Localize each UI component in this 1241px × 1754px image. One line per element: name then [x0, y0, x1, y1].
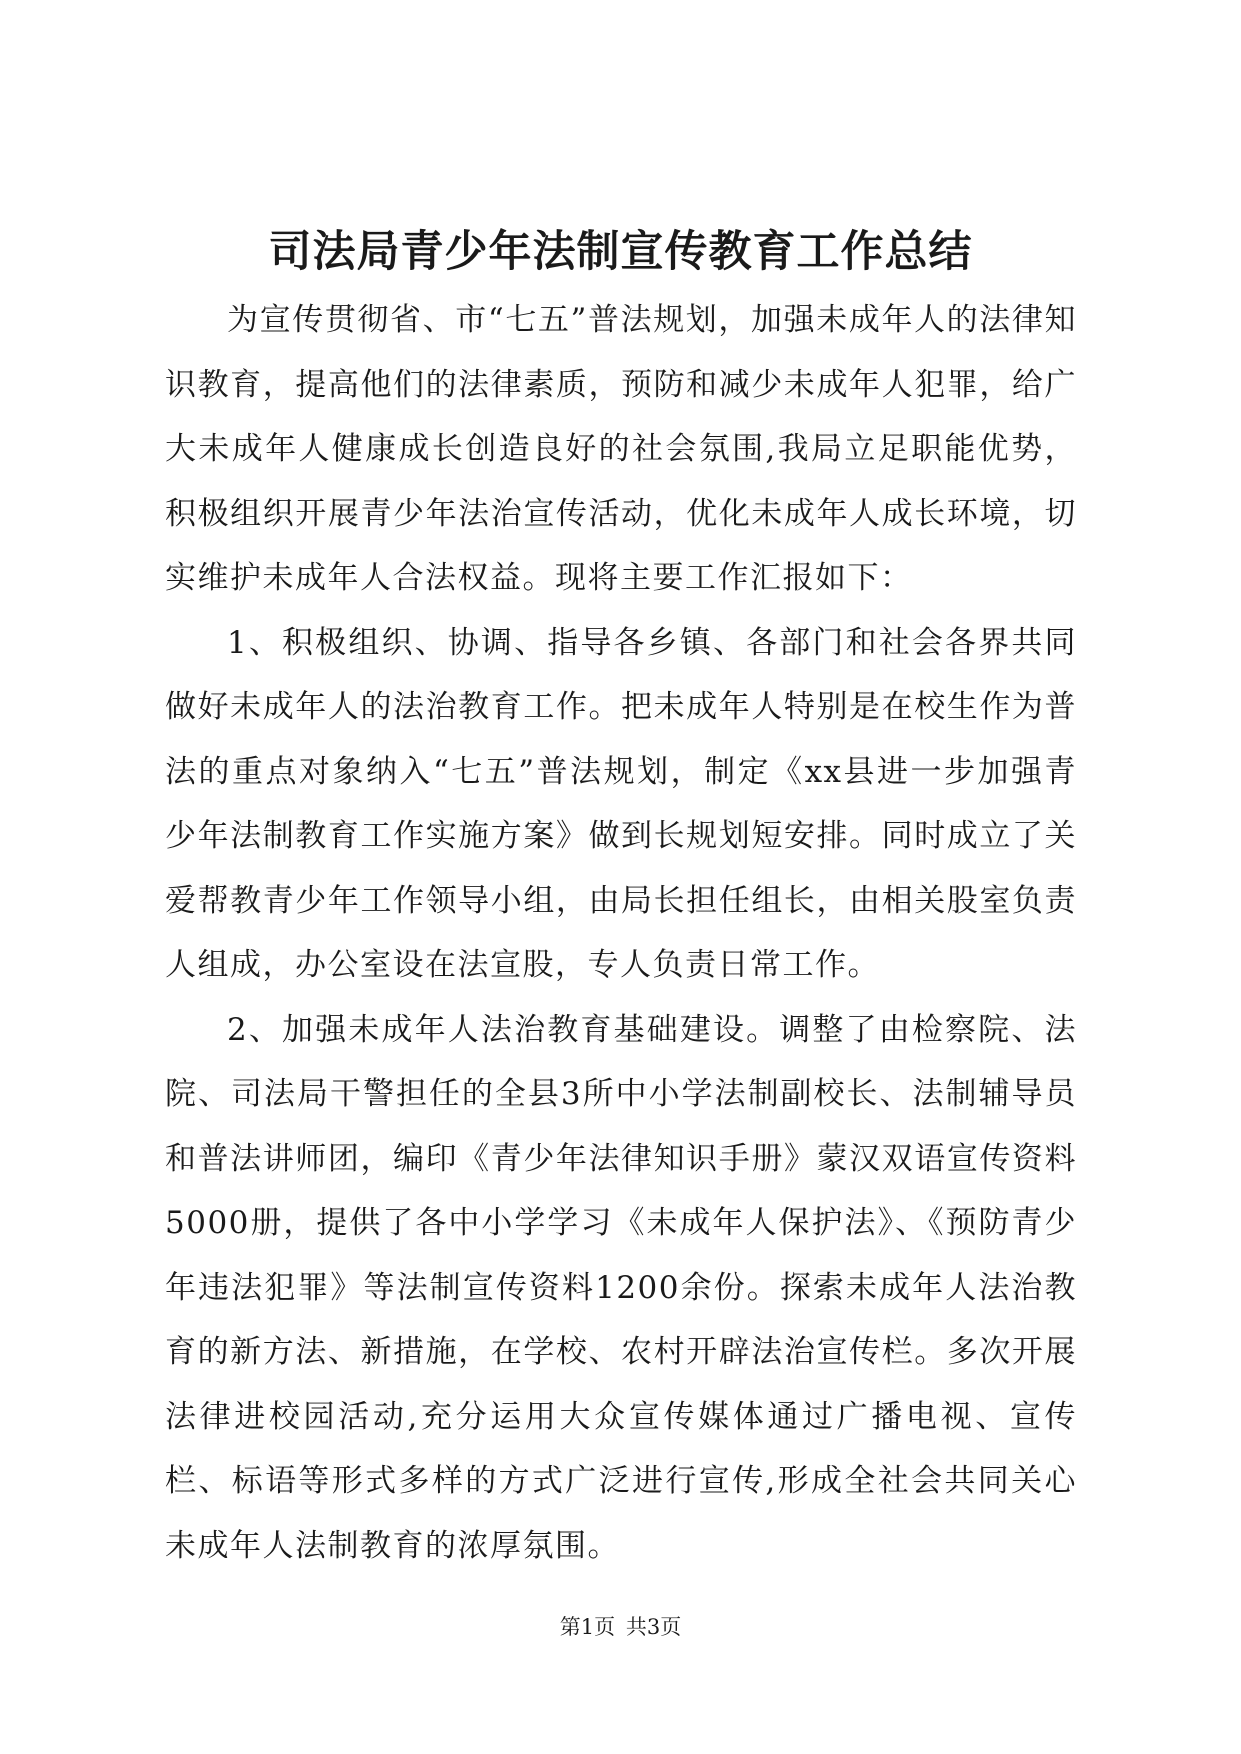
paragraph-item-2: 2、加强未成年人法治教育基础建设。调整了由检察院、法院、司法局干警担任的全县3所中小学法制副校长、法制辅导员和普法讲师团，编印《青少年法律知识手册》蒙汉双语宣传资料5000册，提供了各中小学学习《未成年人保护法》、《预防青少年违法犯罪》等法制宣传资料1200余份。探索未成年人法治教育的新方法、新措施，在学校、农村开辟法治宣传栏。多次开展法律进校园活动,充分运用大众宣传媒体通过广播电视、宣传栏、标语等形式多样的方式广泛进行宣传,形成全社会共同关心未成年人法制教育的浓厚氛围。 — [165, 1011, 1077, 1564]
page-number: 第1页 — [559, 1615, 616, 1639]
paragraph-item-1: 1、积极组织、协调、指导各乡镇、各部门和社会各界共同做好未成年人的法治教育工作。把未成年人特别是在校生作为普法的重点对象纳入“七五”普法规划，制定《xx县进一步加强青少年法制教育工作实施方案》做到长规划短安排。同时成立了关爱帮教青少年工作领导小组，由局长担任组长，由相关股室负责人组成，办公室设在法宣股，专人负责日常工作。 — [165, 624, 1077, 983]
page-total: 共3页 — [625, 1615, 682, 1639]
document-body — [165, 288, 1077, 1578]
document-title: 司法局青少年法制宣传教育工作总结 — [268, 227, 973, 277]
paragraph-intro: 为宣传贯彻省、市“七五”普法规划，加强未成年人的法律知识教育，提高他们的法律素质，预防和减少未成年人犯罪，给广大未成年人健康成长创造良好的社会氛围,我局立足职能优势，积极组织开展青少年法治宣传活动，优化未成年人成长环境，切实维护未成年人合法权益。现将主要工作汇报如下： — [165, 302, 1077, 596]
page-footer — [0, 1612, 1241, 1642]
